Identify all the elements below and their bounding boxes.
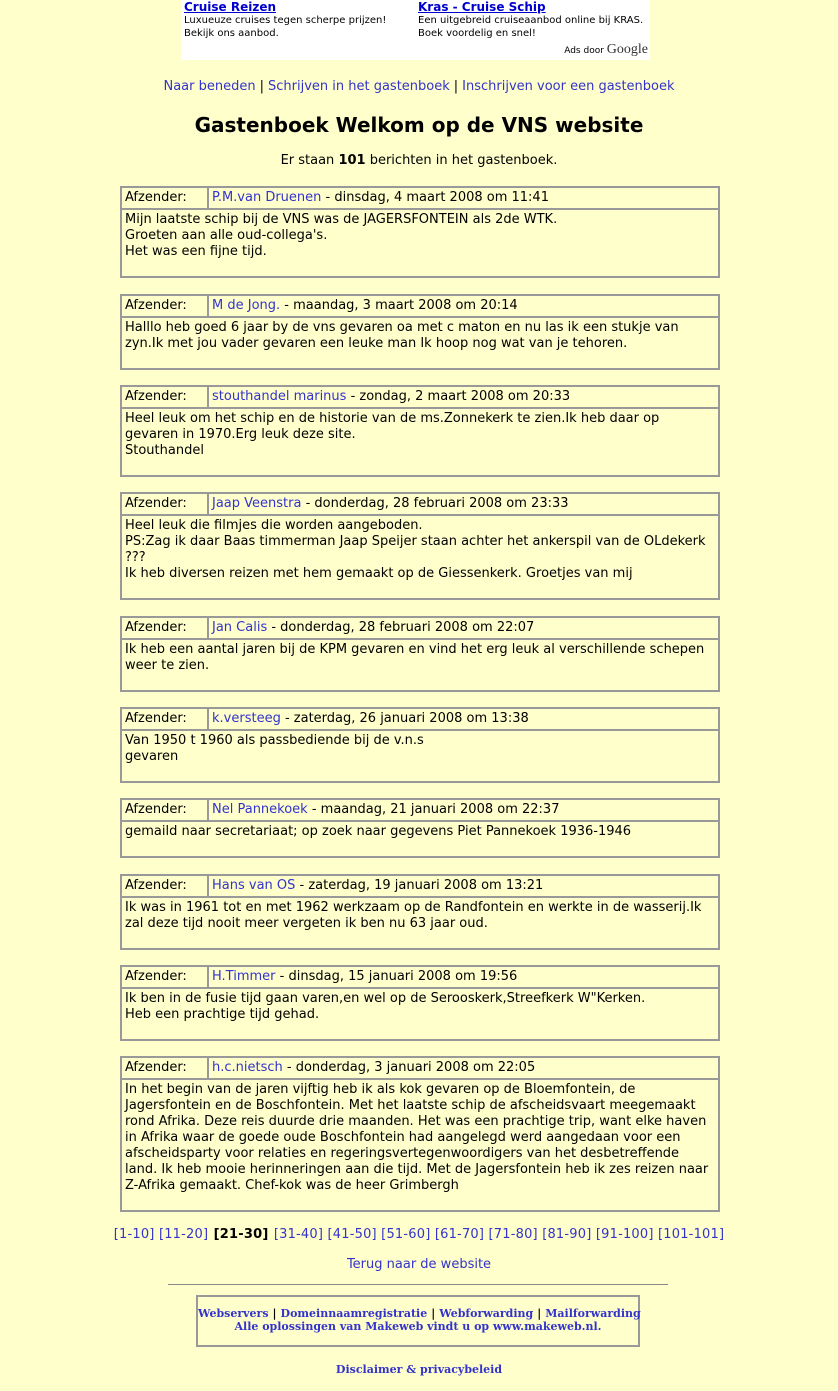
sender-label: Afzender: [122,1058,209,1078]
entry-message: Ik was in 1961 tot en met 1962 werkzaam op de Randfontein en werkte in de wasserij.Ik zal deze tijd nooit meer vergeten ik ben nu 63 jaar oud. [125,900,702,931]
entry-meta [209,1058,535,1078]
google-logo: Google [606,42,648,57]
entry-date: - donderdag, 28 februari 2008 om 23:33 [301,496,569,511]
page-link-31-40[interactable]: [31-40] [273,1227,324,1242]
ad-left-title[interactable]: Cruise Reizen [184,0,276,14]
guestbook-entry [120,492,720,600]
ad-right-text: Een uitgebreid cruiseaanbod online bij KRAS. Boek voordelig en snel! [418,15,644,39]
sender-name-link[interactable]: Jaap Veenstra [212,496,302,511]
google-ads-block [181,0,650,60]
count-suffix: berichten in het gastenboek. [365,153,558,168]
sender-label: Afzender: [122,296,209,316]
page-link-81-90[interactable]: [81-90] [542,1227,592,1242]
ad-left-text: Luxueuze cruises tegen scherpe prijzen! Bekijk ons aanbod. [184,15,387,39]
entry-meta [209,876,543,896]
guestbook-entry [120,874,720,950]
nav-separator: | [259,79,264,94]
entry-header [122,967,718,989]
guestbook-entry [120,186,720,278]
page-link-1-10[interactable]: [1-10] [113,1227,155,1242]
guestbook-entry [120,1056,720,1212]
ads-by-google[interactable] [564,42,648,58]
entry-header [122,387,718,409]
sender-name-link[interactable]: Jan Calis [212,620,268,635]
page-current-21-30: [21-30] [213,1227,269,1242]
nav-subscribe-link[interactable]: Inschrijven voor een gastenboek [462,79,675,94]
page-link-91-100[interactable]: [91-100] [595,1227,654,1242]
footer-links [198,1307,641,1320]
sender-name-link[interactable]: P.M.van Druenen [212,190,322,205]
entry-header [122,618,718,640]
sender-name-link[interactable]: Hans van OS [212,878,296,893]
entry-message: Heel leuk om het schip en de historie van de ms.Zonnekerk te zien.Ik heb daar op gevaren in 1970.Erg leuk deze site. Stouthandel [125,411,660,458]
page-link-11-20[interactable]: [11-20] [158,1227,209,1242]
pagination [0,1227,838,1242]
message-count [0,153,838,168]
entry-date: - maandag, 21 januari 2008 om 22:37 [307,802,560,817]
ad-left[interactable] [184,0,414,40]
sender-label: Afzender: [122,709,209,729]
footer-link-webforwarding[interactable]: Webforwarding [439,1307,534,1320]
entry-meta [209,296,518,316]
entry-date: - donderdag, 3 januari 2008 om 22:05 [282,1060,536,1075]
entry-meta [209,188,549,208]
sender-label: Afzender: [122,387,209,407]
guestbook-entry [120,965,720,1041]
page-title: Gastenboek Welkom op de VNS website [194,113,644,137]
disclaimer-container [0,1363,838,1376]
entry-date: - donderdag, 28 februari 2008 om 22:07 [267,620,535,635]
sender-name-link[interactable]: h.c.nietsch [212,1060,283,1075]
page-link-71-80[interactable]: [71-80] [488,1227,538,1242]
entry-date: - zondag, 2 maart 2008 om 20:33 [346,389,571,404]
footer-link-domeinnaamregistratie[interactable]: Domeinnaamregistratie [280,1307,428,1320]
entry-header [122,296,718,318]
entry-message: Ik ben in de fusie tijd gaan varen,en wel op de Serooskerk,Streefkerk W"Kerken. Heb een prachtige tijd gehad. [125,991,646,1022]
guestbook-entry [120,616,720,692]
entry-header [122,188,718,210]
page-link-61-70[interactable]: [61-70] [434,1227,485,1242]
entry-message: Ik heb een aantal jaren bij de KPM gevaren en vind het erg leuk al verschillende schepen weer te zien. [125,642,705,673]
footer-link-webservers[interactable]: Webservers [198,1307,269,1320]
ads-by-label: Ads door [564,46,604,56]
entry-date: - zaterdag, 26 januari 2008 om 13:38 [280,711,529,726]
footer-separator: | [272,1307,277,1320]
count-prefix: Er staan [280,153,339,168]
entry-header [122,800,718,822]
entry-message: Halllo heb goed 6 jaar by de vns gevaren oa met c maton en nu las ik een stukje van zyn.Ik met jou vader gevaren een leuke man Ik hoop nog wat van je tehoren. [125,320,679,351]
back-to-website-link[interactable]: Terug naar de website [346,1257,492,1272]
page-link-41-50[interactable]: [41-50] [327,1227,377,1242]
entry-message: Heel leuk die filmjes die worden aangeboden. PS:Zag ik daar Baas timmerman Jaap Speijer staan achter het ankerspil van de OLdekerk ??? Ik heb diversen reizen met hem gemaakt op de Giessenkerk. Groetjes van mij [125,518,706,581]
guestbook-entry [120,707,720,783]
page-link-51-60[interactable]: [51-60] [381,1227,431,1242]
entry-message: Van 1950 t 1960 als passbediende bij de v.n.s gevaren [125,733,424,764]
entry-meta [209,709,529,729]
nav-write-link[interactable]: Schrijven in het gastenboek [267,79,450,94]
entry-date: - maandag, 3 maart 2008 om 20:14 [280,298,518,313]
entry-header [122,1058,718,1080]
footer-link-mailforwarding[interactable]: Mailforwarding [545,1307,641,1320]
entry-message: In het begin van de jaren vijftig heb ik als kok gevaren op de Bloemfontein, de Jagersfontein en de Boschfontein. Met het laatste schip de afscheidsvaart meegemaakt rond Afrika. Deze reis duurde drie maanden. Het was een prachtige trip, want elke haven in Afrika waar de goede oude Boschfontein had aangelegd werd aangedaan voor een afscheidsparty voor relaties en regeringsvertegenwoordigers van het desbetreffende land. Ik heb mooie herinneringen aan die tijd. Met de Jagersfontein heb ik zes reizen naar Z-Afrika gemaakt. Chef-kok was de heer Grimbergh [125,1082,709,1193]
entry-date: - zaterdag, 19 januari 2008 om 13:21 [295,878,544,893]
sender-label: Afzender: [122,876,209,896]
ad-right[interactable] [418,0,648,40]
divider [168,1284,668,1285]
entry-meta [209,618,534,638]
sender-label: Afzender: [122,494,209,514]
ad-right-title[interactable]: Kras - Cruise Schip [418,0,546,14]
disclaimer-link[interactable]: Disclaimer & privacybeleid [335,1363,503,1376]
entry-message: gemaild naar secretariaat; op zoek naar gegevens Piet Pannekoek 1936-1946 [125,824,632,839]
sender-label: Afzender: [122,188,209,208]
entry-meta [209,494,569,514]
guestbook-entry [120,385,720,477]
sender-label: Afzender: [122,618,209,638]
entry-meta [209,387,570,407]
entry-header [122,876,718,898]
sender-name-link[interactable]: Nel Pannekoek [212,802,308,817]
count-number: 101 [338,153,366,168]
sender-name-link[interactable]: H.Timmer [212,969,276,984]
entry-header [122,494,718,516]
entry-meta [209,967,517,987]
sender-name-link[interactable]: stouthandel marinus [212,389,347,404]
back-link-container [0,1257,838,1272]
sender-label: Afzender: [122,800,209,820]
page-link-101-101[interactable]: [101-101] [658,1227,725,1242]
nav-separator: | [453,79,459,94]
sender-label: Afzender: [122,967,209,987]
top-nav [0,79,838,94]
footer-separator: | [537,1307,542,1320]
guestbook-entry [120,294,720,370]
entry-header [122,709,718,731]
footer-separator: | [431,1307,436,1320]
sender-name-link[interactable]: M de Jong. [212,298,281,313]
nav-down-link[interactable]: Naar beneden [163,79,256,94]
entry-message: Mijn laatste schip bij de VNS was de JAGERSFONTEIN als 2de WTK. Groeten aan alle oud-collega's. Het was een fijne tijd. [125,212,558,259]
entry-meta [209,800,559,820]
entry-date: - dinsdag, 4 maart 2008 om 11:41 [321,190,549,205]
footer-box [196,1295,640,1347]
guestbook-entry [120,798,720,858]
footer-tagline[interactable]: Alle oplossingen van Makeweb vindt u op www.makeweb.nl. [234,1320,602,1333]
entry-date: - dinsdag, 15 januari 2008 om 19:56 [275,969,518,984]
sender-name-link[interactable]: k.versteeg [212,711,281,726]
